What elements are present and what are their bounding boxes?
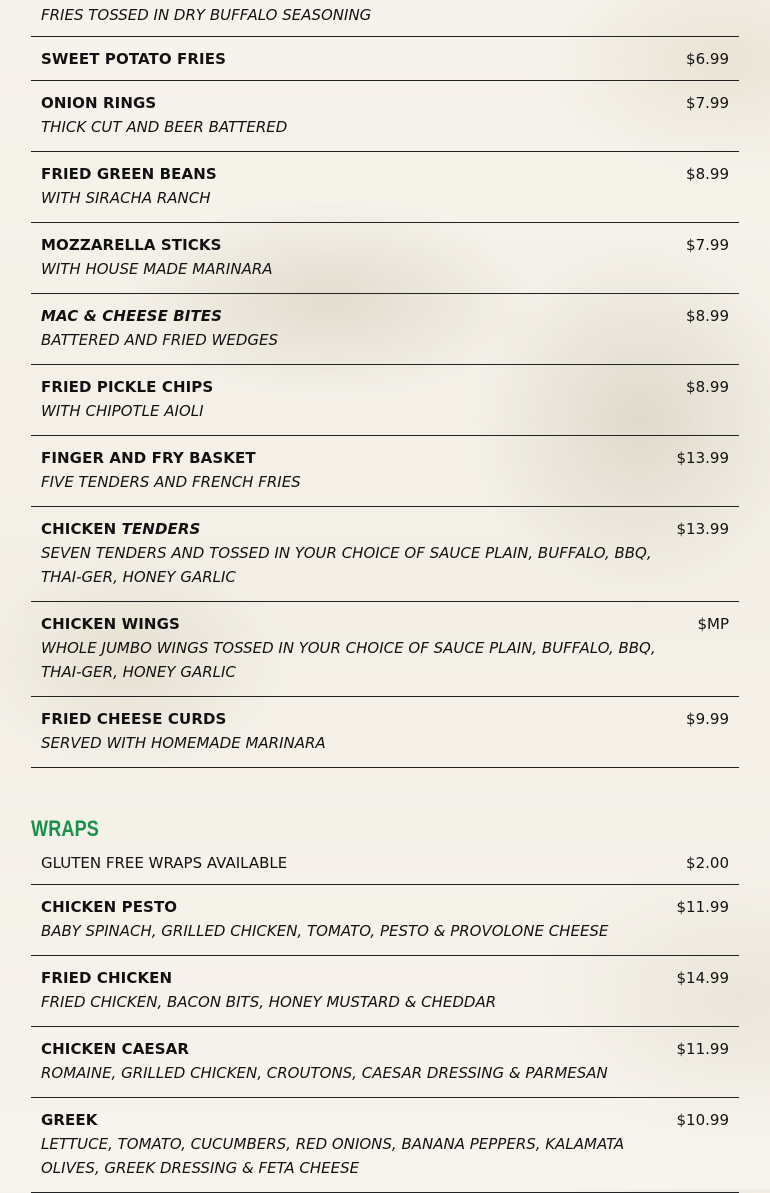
- menu-item: [31, 885, 739, 956]
- item-price: $9.99: [686, 710, 729, 728]
- menu-item: [31, 1098, 739, 1193]
- section-title: WRAPS: [31, 816, 99, 841]
- item-description: SERVED WITH HOMEMADE MARINARA: [41, 734, 326, 752]
- item-name: FRIED CHICKEN: [41, 969, 173, 987]
- item-description: ROMAINE, GRILLED CHICKEN, CROUTONS, CAESAR DRESSING & PARMESAN: [41, 1064, 608, 1082]
- menu-item: [31, 436, 739, 507]
- menu-item: [31, 602, 739, 697]
- menu-list: [31, 0, 739, 1193]
- item-price: $10.99: [676, 1111, 729, 1129]
- item-name: MAC & CHEESE BITES: [41, 307, 223, 325]
- item-description: WITH SIRACHA RANCH: [41, 189, 211, 207]
- menu-item: [31, 365, 739, 436]
- menu-item: [31, 37, 739, 81]
- item-price: $7.99: [686, 94, 729, 112]
- item-price: $8.99: [686, 165, 729, 183]
- item-description: WITH HOUSE MADE MARINARA: [41, 260, 273, 278]
- item-name: [41, 520, 657, 538]
- item-price: $8.99: [686, 307, 729, 325]
- item-price: $11.99: [676, 898, 729, 916]
- item-name: FRIED PICKLE CHIPS: [41, 378, 214, 396]
- item-price: $14.99: [676, 969, 729, 987]
- item-price: $11.99: [676, 1040, 729, 1058]
- item-description: THICK CUT AND BEER BATTERED: [41, 118, 288, 136]
- item-description: BATTERED AND FRIED WEDGES: [41, 331, 279, 349]
- item-name-part-italic: TENDERS: [121, 520, 201, 538]
- item-description: LETTUCE, TOMATO, CUCUMBERS, RED ONIONS, BANANA PEPPERS, KALAMATA OLIVES, GREEK DRESSING & FETA CHEESE: [41, 1135, 625, 1177]
- item-price: $7.99: [686, 236, 729, 254]
- menu-item: [31, 81, 739, 152]
- item-name: FINGER AND FRY BASKET: [41, 449, 256, 467]
- menu-note: [31, 846, 739, 885]
- item-description: FRIES TOSSED IN DRY BUFFALO SEASONING: [31, 0, 739, 37]
- item-name: CHICKEN CAESAR: [41, 1040, 190, 1058]
- item-name: MOZZARELLA STICKS: [41, 236, 222, 254]
- item-description: FIVE TENDERS AND FRENCH FRIES: [41, 473, 301, 491]
- item-name: GREEK: [41, 1111, 98, 1129]
- item-name: CHICKEN WINGS: [41, 615, 180, 633]
- item-description: WITH CHIPOTLE AIOLI: [41, 402, 204, 420]
- menu-item: [31, 294, 739, 365]
- item-price: $13.99: [676, 449, 729, 467]
- item-price: $13.99: [676, 520, 729, 538]
- item-name: FRIED CHEESE CURDS: [41, 710, 227, 728]
- item-description: FRIED CHICKEN, BACON BITS, HONEY MUSTARD & CHEDDAR: [41, 993, 497, 1011]
- item-name: SWEET POTATO FRIES: [41, 50, 226, 68]
- menu-item: [31, 1027, 739, 1098]
- item-description: WHOLE JUMBO WINGS TOSSED IN YOUR CHOICE OF SAUCE PLAIN, BUFFALO, BBQ, THAI-GER, HONEY GARLIC: [41, 639, 656, 681]
- item-name: FRIED GREEN BEANS: [41, 165, 217, 183]
- item-price: $6.99: [686, 50, 729, 68]
- note-text: GLUTEN FREE WRAPS AVAILABLE: [41, 854, 288, 872]
- menu-item: [31, 697, 739, 768]
- menu-item: [31, 223, 739, 294]
- item-price: $MP: [697, 615, 729, 633]
- item-name: CHICKEN PESTO: [41, 898, 178, 916]
- menu-item: [31, 956, 739, 1027]
- item-name: ONION RINGS: [41, 94, 157, 112]
- note-price: $2.00: [686, 854, 729, 872]
- item-name-part: CHICKEN: [41, 520, 117, 538]
- item-description: BABY SPINACH, GRILLED CHICKEN, TOMATO, PESTO & PROVOLONE CHEESE: [41, 922, 609, 940]
- item-description: SEVEN TENDERS AND TOSSED IN YOUR CHOICE OF SAUCE PLAIN, BUFFALO, BBQ, THAI-GER, HONEY GARLIC: [41, 544, 652, 586]
- menu-item: [31, 507, 739, 602]
- item-price: $8.99: [686, 378, 729, 396]
- menu-item: [31, 152, 739, 223]
